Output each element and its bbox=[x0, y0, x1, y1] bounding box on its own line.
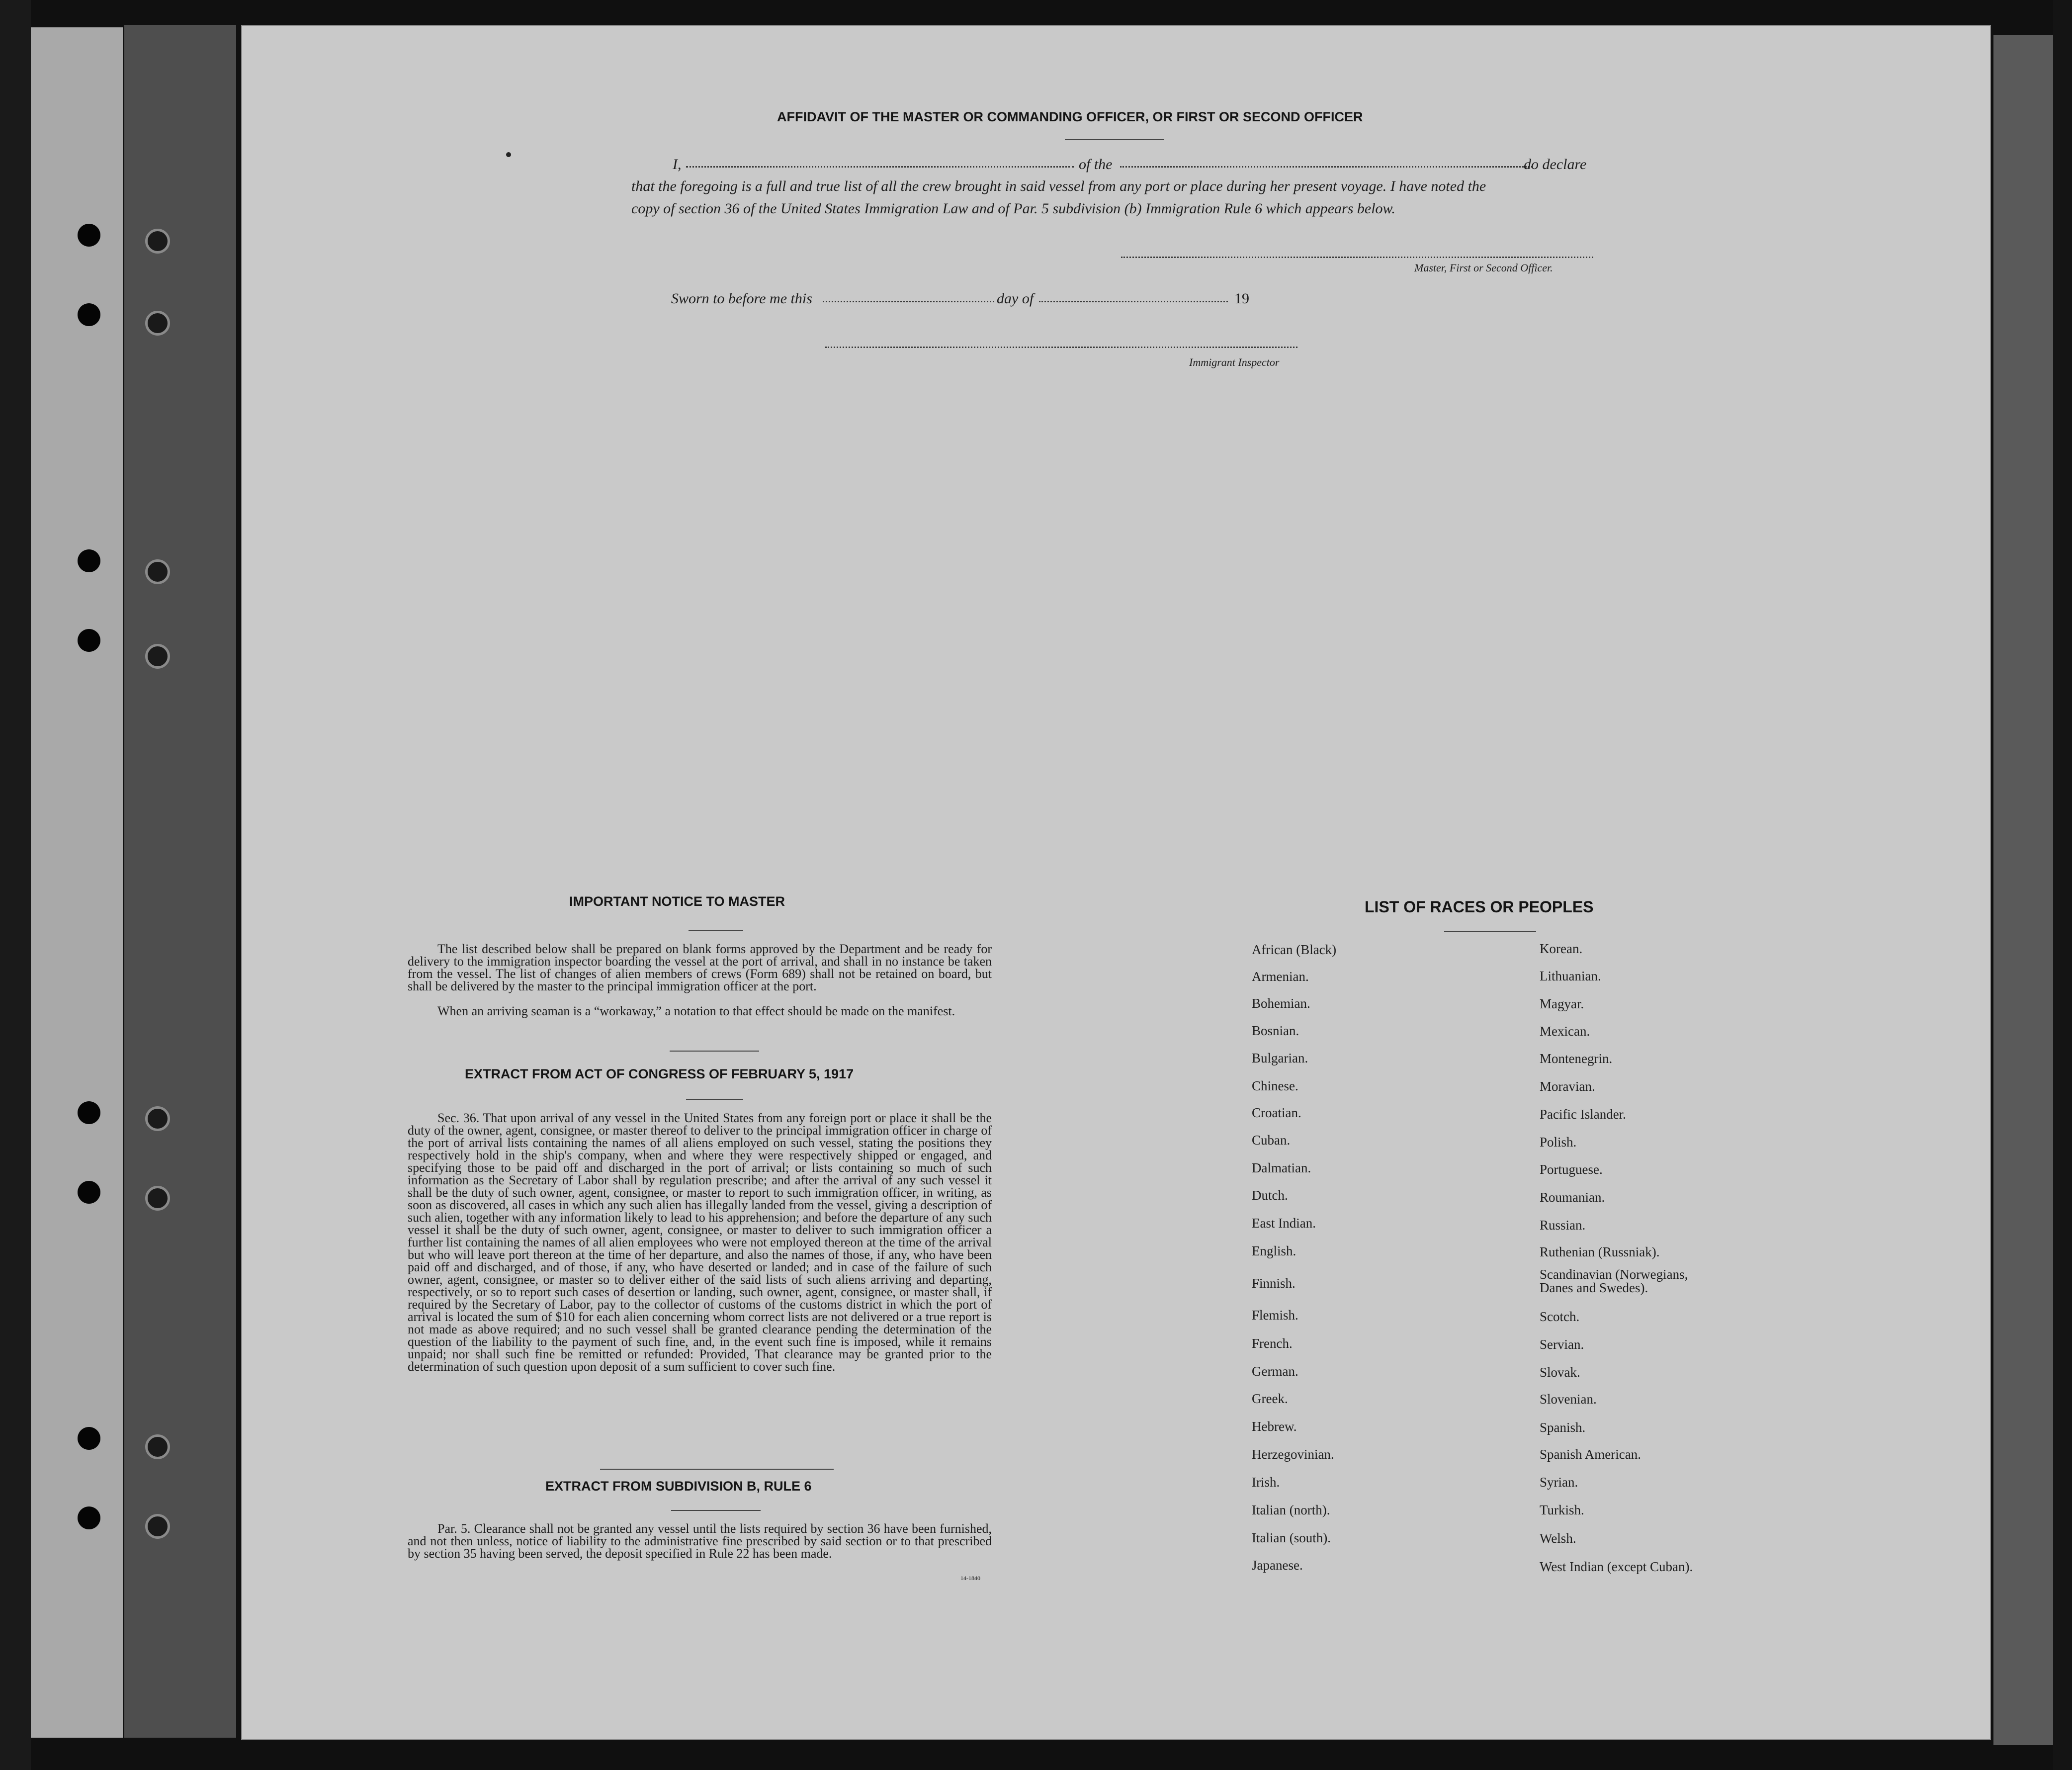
binder-ring bbox=[145, 229, 170, 254]
notice-divider bbox=[689, 930, 743, 931]
binder-ring bbox=[145, 1514, 170, 1539]
races-title: LIST OF RACES OR PEOPLES bbox=[1365, 898, 1594, 916]
race-item: Armenian. bbox=[1252, 969, 1309, 984]
affidavit-line-3: copy of section 36 of the United States Immigration Law and of Par. 5 subdivision (b) Immigration Rule 6 which appears below. bbox=[631, 200, 1395, 217]
race-item: West Indian (except Cuban). bbox=[1540, 1559, 1693, 1574]
punch-hole bbox=[78, 1181, 100, 1204]
sworn-day-of: day of bbox=[997, 290, 1034, 307]
extract-rule-title: EXTRACT FROM SUBDIVISION B, RULE 6 bbox=[545, 1479, 812, 1494]
race-item: Spanish American. bbox=[1540, 1447, 1641, 1462]
binder-edge-right bbox=[2053, 0, 2072, 1770]
race-item: Lithuanian. bbox=[1540, 969, 1601, 983]
race-item: Italian (north). bbox=[1252, 1503, 1330, 1517]
races-divider bbox=[1444, 931, 1536, 932]
race-item: Irish. bbox=[1252, 1475, 1280, 1490]
race-item: Slovenian. bbox=[1540, 1392, 1597, 1407]
race-item: Montenegrin. bbox=[1540, 1051, 1613, 1066]
race-item: Finnish. bbox=[1252, 1276, 1295, 1291]
race-item: Herzegovinian. bbox=[1252, 1447, 1334, 1462]
binder-ring bbox=[145, 559, 170, 584]
race-item: Korean. bbox=[1540, 941, 1583, 956]
race-item: Bulgarian. bbox=[1252, 1051, 1308, 1065]
affidavit-i: I, bbox=[673, 156, 682, 173]
extract-rule-text: Par. 5. Clearance shall not be granted any vessel until the lists required by section 36 have been furnished, and not then unless, notice of liability to the administrative fine prescribed by said section or to that prescribed by section 35 having been served, the deposit specified in Rule 22 has been made. bbox=[408, 1521, 992, 1561]
race-item: French. bbox=[1252, 1336, 1293, 1351]
sworn-day-blank[interactable] bbox=[823, 301, 994, 302]
race-item: Slovak. bbox=[1540, 1365, 1580, 1380]
race-item: Servian. bbox=[1540, 1337, 1584, 1352]
race-item: Turkish. bbox=[1540, 1503, 1584, 1517]
punch-hole bbox=[78, 1101, 100, 1124]
race-item: English. bbox=[1252, 1243, 1296, 1258]
inspector-caption: Immigrant Inspector bbox=[1189, 356, 1280, 368]
stray-dot bbox=[506, 152, 511, 157]
race-item: Dutch. bbox=[1252, 1188, 1288, 1203]
race-item: Japanese. bbox=[1252, 1558, 1303, 1573]
notice-paragraph-1: The list described below shall be prepared on blank forms approved by the Department and be ready for delivery to the immigration inspector boarding the vessel at the port of arrival, and shall in no instance be taken from the vessel. The list of changes of alien members of crews (Form 689) shall not be retained on board, but shall be delivered by the master to the principal immigration officer at the port. bbox=[408, 942, 992, 993]
form-sheet bbox=[241, 25, 1991, 1740]
punch-hole bbox=[78, 1506, 100, 1529]
inspector-signature-line[interactable] bbox=[825, 347, 1297, 348]
extract-act-title: EXTRACT FROM ACT OF CONGRESS OF FEBRUARY 5, 1917 bbox=[465, 1066, 854, 1081]
title-divider bbox=[1065, 139, 1164, 140]
race-item: Pacific Islander. bbox=[1540, 1107, 1626, 1122]
signature-caption: Master, First or Second Officer. bbox=[1414, 262, 1553, 274]
race-item: Russian. bbox=[1540, 1218, 1586, 1233]
vessel-blank[interactable] bbox=[1120, 166, 1533, 168]
race-item: Scandinavian (Norwegians, Danes and Swedes). bbox=[1540, 1267, 1688, 1295]
punch-hole bbox=[78, 224, 100, 247]
affidavit-do-declare: do declare bbox=[1524, 156, 1587, 173]
binder-ring bbox=[145, 311, 170, 336]
race-item: Ruthenian (Russniak). bbox=[1540, 1244, 1660, 1259]
extract-rule-divider bbox=[671, 1510, 761, 1511]
binder-ring bbox=[145, 1106, 170, 1131]
form-number: 14-1840 bbox=[960, 1575, 980, 1582]
race-item: Spanish. bbox=[1540, 1420, 1586, 1435]
binder-ring bbox=[145, 1434, 170, 1459]
race-item: Italian (south). bbox=[1252, 1530, 1331, 1545]
punch-hole bbox=[78, 629, 100, 652]
extract-act-divider bbox=[686, 1099, 743, 1100]
race-item: Scotch. bbox=[1540, 1309, 1580, 1324]
race-item: Moravian. bbox=[1540, 1079, 1595, 1094]
race-item: Roumanian. bbox=[1540, 1190, 1605, 1205]
name-blank[interactable] bbox=[686, 166, 1074, 168]
sworn-prefix: Sworn to before me this bbox=[671, 290, 812, 307]
race-item: German. bbox=[1252, 1364, 1298, 1379]
race-item: Bohemian. bbox=[1252, 996, 1310, 1011]
signature-line[interactable] bbox=[1121, 257, 1593, 258]
sworn-year: 19 bbox=[1234, 290, 1249, 307]
section-divider bbox=[600, 1469, 834, 1470]
punch-hole bbox=[78, 303, 100, 326]
section-divider bbox=[670, 1051, 759, 1052]
race-item: Syrian. bbox=[1540, 1475, 1578, 1490]
punch-hole bbox=[78, 549, 100, 572]
race-item: East Indian. bbox=[1252, 1216, 1316, 1231]
punch-hole bbox=[78, 1427, 100, 1450]
race-item: Chinese. bbox=[1252, 1078, 1298, 1093]
notice-paragraph-2: When an arriving seaman is a “workaway,” a notation to that effect should be made on the manifest. bbox=[437, 1004, 955, 1018]
race-item: Flemish. bbox=[1252, 1308, 1298, 1323]
race-item: Magyar. bbox=[1540, 996, 1584, 1011]
affidavit-of-the: of the bbox=[1079, 156, 1113, 173]
race-item: Hebrew. bbox=[1252, 1419, 1297, 1434]
binder-edge-left bbox=[0, 0, 31, 1770]
race-item: Dalmatian. bbox=[1252, 1160, 1311, 1175]
extract-act-text: Sec. 36. That upon arrival of any vessel in the United States from any foreign port or place it shall be the duty of the owner, agent, consignee, or master thereof to deliver to the principal immigration officer in charge of the port of arrival lists containing the names of all aliens employed on such vessel, stating the positions they respectively hold in the ship's company, when and where they were respectively shipped or engaged, and specifying those to be paid off and discharged in the port of arrival; or lists containing so much of such information as the Secretary of Labor shall by regulation prescribe; and after the arrival of any such vessel it shall be the duty of such owner, agent, consignee, or master to report to such immigration officer, in writing, as soon as discovered, all cases in which any such alien has illegally landed from the vessel, giving a description of such alien, together with any information likely to lead to his apprehension; and before the departure of any such vessel it shall be the duty of such owner, agent, consignee, or master to deliver to such immigration officer a further list containing the names of all alien employees who were not employed thereon at the time of the arrival but who will leave port thereon at the time of her departure, and also the names of those, if any, who have been paid off and discharged, and of those, if any, who have deserted or landed; and in case of the failure of such owner, agent, consignee, or master so to deliver either of the said lists of such aliens arriving and departing, respectively, or so to report such cases of desertion or landing, such owner, agent, consignee, or master shall, if required by the Secretary of Labor, pay to the collector of customs of the customs district in which the port of arrival is located the sum of $10 for each alien concerning whom correct lists are not delivered or a true report is not made as above required; and no such vessel shall be granted clearance pending the determination of the question of the liability to the payment of such fine, and, in the event such fine is imposed, while it remains unpaid; nor shall such fine be remitted or refunded: Provided, That clearance may be granted prior to the determination of such question upon deposit of a sum sufficient to cover such fine. bbox=[408, 1111, 992, 1374]
race-item: Mexican. bbox=[1540, 1024, 1590, 1039]
binder-strip-dark bbox=[124, 25, 236, 1738]
race-item: Bosnian. bbox=[1252, 1023, 1299, 1038]
race-item: Cuban. bbox=[1252, 1133, 1291, 1148]
race-item: Croatian. bbox=[1252, 1105, 1301, 1120]
affidavit-line-2: that the foregoing is a full and true list of all the crew brought in said vessel from any port or place during her present voyage. I have noted the bbox=[631, 178, 1486, 194]
race-item: African (Black) bbox=[1252, 942, 1337, 957]
sworn-month-blank[interactable] bbox=[1039, 301, 1228, 302]
affidavit-title: AFFIDAVIT OF THE MASTER OR COMMANDING OFFICER, OR FIRST OR SECOND OFFICER bbox=[777, 109, 1363, 124]
binder-strip-light bbox=[31, 27, 123, 1738]
race-item: Portuguese. bbox=[1540, 1162, 1603, 1177]
binder-ring bbox=[145, 1186, 170, 1211]
race-item: Polish. bbox=[1540, 1135, 1577, 1150]
notice-title: IMPORTANT NOTICE TO MASTER bbox=[569, 894, 785, 909]
race-item: Welsh. bbox=[1540, 1531, 1576, 1546]
race-item: Greek. bbox=[1252, 1391, 1288, 1406]
binder-ring bbox=[145, 644, 170, 669]
